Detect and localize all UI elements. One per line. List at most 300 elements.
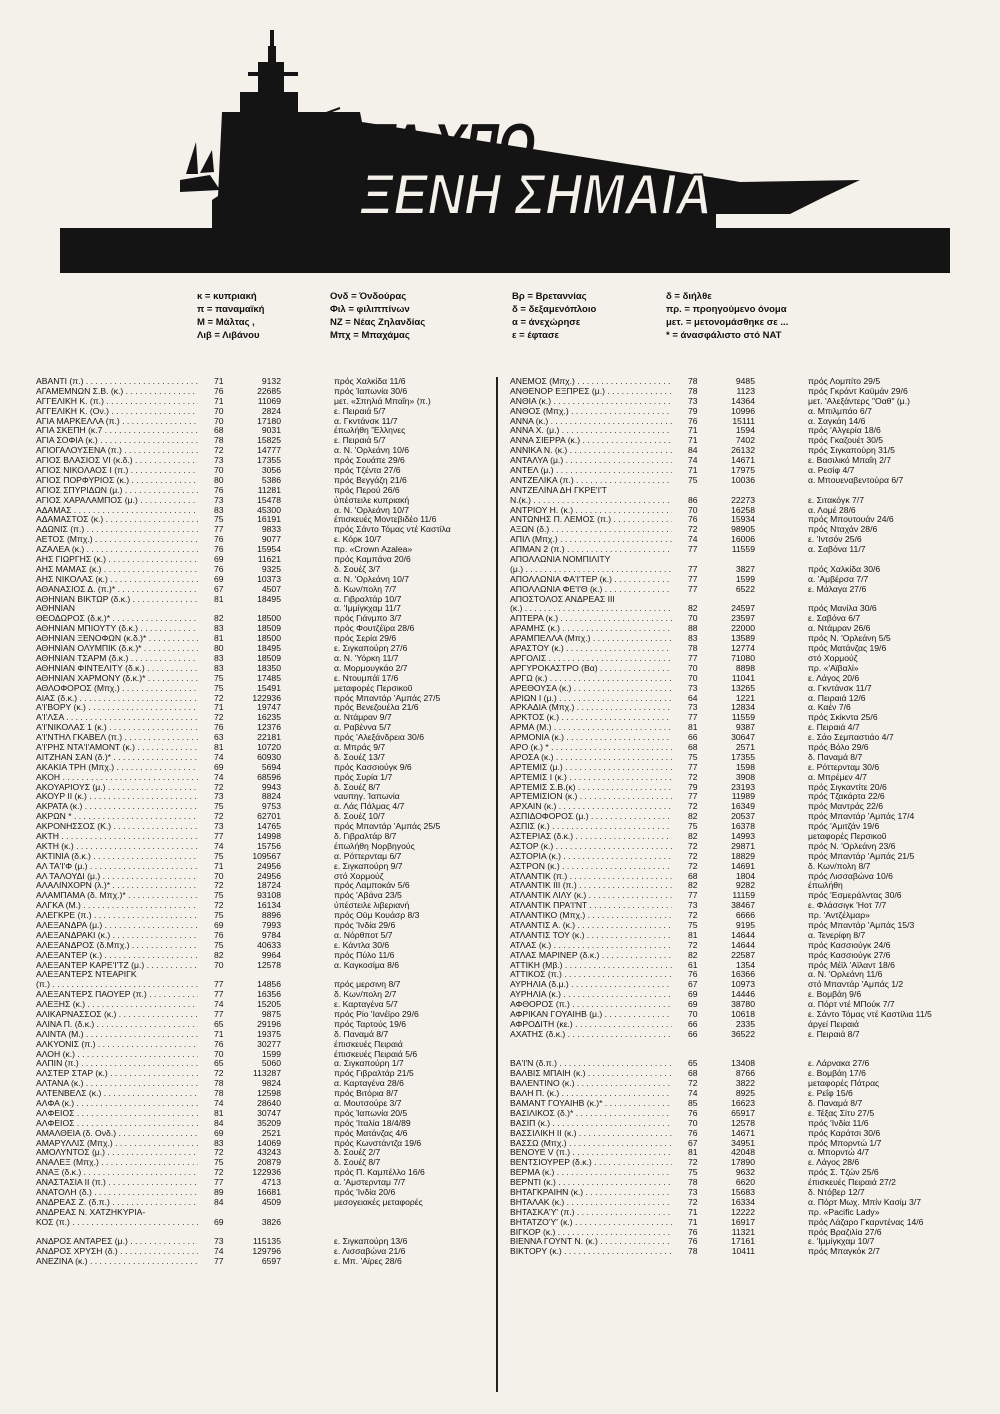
tonnage: 13265 <box>731 683 755 693</box>
legend-entry: π = παναμαϊκή <box>197 304 265 315</box>
build-year: 78 <box>688 377 698 386</box>
tonnage: 18724 <box>257 881 281 891</box>
ship-name: ΑΡΜΑ (Μ.) . . . <box>510 723 672 733</box>
build-year: 77 <box>688 564 698 574</box>
build-year: 82 <box>688 604 698 614</box>
legend-entry: ΝΖ = Νέας Ζηλανδίας <box>330 317 426 328</box>
ship-row <box>510 990 970 1000</box>
ship-status: δ. Παναμά 8/7 <box>808 1099 863 1109</box>
build-year: 70 <box>688 1010 698 1019</box>
build-year: 78 <box>688 644 698 654</box>
tonnage: 68596 <box>257 772 281 782</box>
tonnage: 40633 <box>257 940 281 950</box>
ship-row <box>510 555 970 565</box>
ship-row <box>510 1000 970 1010</box>
ship-status: πρός Λομπίτο 29/5 <box>808 377 881 386</box>
ship-row <box>36 1228 491 1238</box>
ship-row <box>510 921 970 931</box>
ship-name: ΑΦΡΟΔΙΤΗ (κε.) . . . <box>510 1020 672 1030</box>
build-year: 77 <box>688 584 698 594</box>
ship-status: ε. Λάρνακα 27/6 <box>808 1059 870 1069</box>
ship-name: ΒΑΛΒΙΣ ΜΠΑΙΗ (κ.) . . . <box>510 1069 672 1079</box>
tonnage: 10996 <box>731 406 755 416</box>
tonnage: 16917 <box>731 1217 755 1227</box>
ship-row <box>510 575 970 585</box>
build-year: 73 <box>688 683 698 693</box>
ship-status: πρός Γιβραλτάρ 21/5 <box>334 1069 414 1079</box>
build-year: 75 <box>214 802 224 812</box>
build-year: 63 <box>214 733 224 743</box>
ship-row <box>510 1148 970 1158</box>
ship-name: ΑΓΙΟΣ ΒΛΑΣΙΟΣ VI (κ.δ.) . . . <box>36 456 198 466</box>
ship-status: α. Μουτσούρε 3/7 <box>334 1099 402 1109</box>
tonnage: 14644 <box>731 930 755 940</box>
tonnage: 7993 <box>261 920 281 930</box>
title-line-2: ΞΕΝΗ ΣΗΜΑΙΑ <box>359 162 712 227</box>
ship-name: ΑΘΗΝΙΑΝ ΧΑΡΜΟΝΥ (δ.κ.)* . . . <box>36 674 198 684</box>
tonnage: 24597 <box>731 604 755 614</box>
ship-row <box>36 585 491 595</box>
ship-row <box>510 1228 970 1238</box>
build-year: 82 <box>688 950 698 960</box>
ship-name: ΒΕΡΜΑ (κ.) . . . <box>510 1168 672 1178</box>
tonnage: 13408 <box>731 1059 755 1069</box>
tonnage: 6620 <box>735 1178 755 1188</box>
ship-name: ΑΓΓΕΛΙΚΗ Κ. (π.) . . . <box>36 397 198 407</box>
ship-name: ΑΝΝΑ Χ. (μ.) . . . <box>510 426 672 436</box>
ship-status: πρός Χαλκίδα 30/6 <box>808 564 881 574</box>
build-year: 74 <box>214 841 224 851</box>
build-year: 70 <box>688 663 698 673</box>
ship-name: ΑΝΤΕΛ (μ.) . . . <box>510 466 672 476</box>
tonnage: 18350 <box>257 663 281 673</box>
build-year: 83 <box>214 1138 224 1148</box>
build-year: 72 <box>214 782 224 792</box>
tonnage: 2335 <box>735 1019 755 1029</box>
ship-status: α. Πόρτ ντέ ΜΠούκ 7/7 <box>808 1000 895 1010</box>
ship-name: ΑΛΤΑΝΑ (κ.) . . . <box>36 1079 198 1089</box>
ship-row <box>36 1188 491 1198</box>
ship-name: ΑΛΕΞΗΣ (κ.) . . . <box>36 1000 198 1010</box>
left-ship-list <box>36 377 491 1267</box>
build-year: 73 <box>688 901 698 911</box>
ship-status: α. Ρόττερνταμ 6/7 <box>334 851 402 861</box>
build-year: 80 <box>214 475 224 485</box>
build-year: 65 <box>688 1059 698 1069</box>
build-year: 72 <box>688 1079 698 1089</box>
ship-row <box>510 624 970 634</box>
ship-name: ΑΝΑΣΤΑΣΙΑ ΙΙ (π.) . . . <box>36 1178 198 1188</box>
build-year: 78 <box>214 436 224 446</box>
tonnage: 9132 <box>261 377 281 386</box>
ship-name: ΒΕΡΝΤΙ (κ.) . . . <box>510 1178 672 1188</box>
tonnage: 18500 <box>257 634 281 644</box>
ship-status: πρός Μπαντάρ 'Αμπάς 15/3 <box>808 920 915 930</box>
ship-name: Ν.(κ.) . . . <box>510 496 672 506</box>
ship-row <box>36 1050 491 1060</box>
ship-status: δ. Σουέζ 10/7 <box>334 812 386 822</box>
ship-name: ΑΡΑΣΤΟΥ (κ.) . . . <box>510 644 672 654</box>
ship-row <box>510 1129 970 1139</box>
ship-row <box>36 446 491 456</box>
build-year: 73 <box>214 456 224 466</box>
ship-name: ΑΡΚΑΔΙΑ (Μπχ.) . . . <box>510 703 672 713</box>
ship-status: δ. Σουέζ 8/7 <box>334 1158 381 1168</box>
build-year: 82 <box>688 812 698 822</box>
legend-entry: Λιβ = Λιβάνου <box>197 330 260 341</box>
build-year: 65 <box>214 1059 224 1069</box>
ship-status: πρός Μπαντάρ 'Αμπάς 25/5 <box>334 822 441 832</box>
ship-name: ΑΝΝΑ (κ.) . . . <box>510 417 672 427</box>
ship-row <box>510 614 970 624</box>
build-year: 82 <box>688 881 698 891</box>
banner-bar <box>60 228 950 273</box>
ship-row <box>36 555 491 565</box>
tonnage: 23597 <box>731 614 755 624</box>
ship-status: α. Ν. 'Ορλεάνη 11/6 <box>808 970 883 980</box>
ship-name: ΑΠΟΛΛΩΝΙΑ ΦΕ'Ι'Θ (κ.) . . . <box>510 585 672 595</box>
ship-row <box>36 990 491 1000</box>
ship-row <box>36 535 491 545</box>
column-divider <box>496 377 498 1392</box>
build-year: 77 <box>688 713 698 723</box>
ship-row <box>510 654 970 664</box>
ship-status: πρ. «'Αϊβαλί» <box>808 663 859 673</box>
build-year: 70 <box>214 466 224 476</box>
ship-row <box>510 1178 970 1188</box>
ship-status: δ. Σουέζ 3/7 <box>334 564 381 574</box>
ship-status: πρός Βιτόρια 8/7 <box>334 1089 399 1099</box>
build-year: 71 <box>214 377 224 386</box>
ship-name: ΑΛΕΞΑΝΔΡΑΚΙ (κ.) . . . <box>36 931 198 941</box>
ship-name: ΑΛΕΞΑΝΤΕΡΣ ΠΑΟΥΕΡ (π.) . . . <box>36 990 198 1000</box>
tonnage: 18509 <box>257 624 281 634</box>
ship-row <box>36 1079 491 1089</box>
tonnage: 122936 <box>252 1168 281 1178</box>
legend-entry: * = άνασφάλιστο στό ΝΑΤ <box>666 330 782 341</box>
ship-row <box>36 1178 491 1188</box>
build-year: 81 <box>214 634 224 644</box>
ship-status: έπισκευές Μοντεβιδέο 11/6 <box>334 515 437 525</box>
tonnage: 16623 <box>731 1099 755 1109</box>
ship-row <box>36 911 491 921</box>
build-year: 70 <box>688 1118 698 1128</box>
tonnage: 18509 <box>257 653 281 663</box>
tonnage: 11989 <box>731 792 755 802</box>
ship-row <box>36 1158 491 1168</box>
build-year: 85 <box>688 1099 698 1109</box>
ship-name: ΒΑΛΗ Π. (κ.) . . . <box>510 1089 672 1099</box>
build-year: 73 <box>214 792 224 802</box>
build-year: 78 <box>688 1247 698 1257</box>
ship-name: (κ.) . . . <box>510 604 672 614</box>
ship-status: πρ. «Crown Azalea» <box>334 545 413 555</box>
ship-row <box>36 951 491 961</box>
ship-status: δ. Παναμά 8/7 <box>808 752 863 762</box>
tonnage: 16258 <box>731 505 755 515</box>
build-year: 77 <box>214 1257 224 1267</box>
legend-column <box>197 290 264 342</box>
ship-name: ΒΗΤΑΓΚΡΑΙΗΝ (κ.) . . . <box>510 1188 672 1198</box>
ship-row <box>510 1040 970 1050</box>
ship-name: ΒΑΣΣΙΛΙΚΗ ΙΙ (κ.) . . . <box>510 1129 672 1139</box>
build-year: 72 <box>688 772 698 782</box>
tonnage: 9824 <box>261 1079 281 1089</box>
legend-entry: Βρ = Βρεταννίας <box>512 291 587 302</box>
tonnage: 9943 <box>261 782 281 792</box>
ship-name: ΑΡΓΟΛΙΣ . . . <box>510 654 672 664</box>
ship-row <box>510 941 970 951</box>
build-year: 74 <box>214 1247 224 1257</box>
tonnage: 10720 <box>257 742 281 752</box>
ship-row <box>36 407 491 417</box>
ship-status: πρός Μπαγκόκ 2/7 <box>808 1247 880 1257</box>
ship-status: α. Σαγκάη 14/6 <box>808 416 866 426</box>
tonnage: 15954 <box>257 545 281 555</box>
ship-status: πρός Περού 26/6 <box>334 485 400 495</box>
ship-name: ΑΤΛΑΝΤΙΚΟ (Μπχ.) . . . <box>510 911 672 921</box>
ship-name: ΑΓΙΟΓΑΛΟΥΣΕΝΑ (π.) . . . <box>36 446 198 456</box>
ship-name: ΑΚΟΥΡ ΙΙ (κ.) . . . <box>36 792 198 802</box>
build-year: 75 <box>688 822 698 832</box>
ship-name: ΑΝΝΙΚΑ Ν. (κ.) . . . <box>510 446 672 456</box>
ship-status: πρός Ν. 'Ορλεάνη 5/5 <box>808 634 891 644</box>
tonnage: 16191 <box>257 515 281 525</box>
tonnage: 1598 <box>735 762 755 772</box>
legend-entry: α = άνεχώρησε <box>512 317 581 328</box>
ship-row <box>510 1208 970 1218</box>
tonnage: 122936 <box>252 693 281 703</box>
build-year: 75 <box>214 891 224 901</box>
ship-row <box>510 595 970 605</box>
build-year: 69 <box>214 574 224 584</box>
tonnage: 15491 <box>257 683 281 693</box>
ship-name: ΑΜΑΡΥΛΛΙΣ (Μπχ.) . . . <box>36 1139 198 1149</box>
build-year: 73 <box>688 703 698 713</box>
tonnage: 2571 <box>735 742 755 752</box>
ship-row <box>510 496 970 506</box>
ship-status: πρός 'Αμιτζάν 19/6 <box>808 822 880 832</box>
tonnage: 13589 <box>731 634 755 644</box>
ship-row <box>36 891 491 901</box>
tonnage: 15205 <box>257 1000 281 1010</box>
tonnage: 5694 <box>261 762 281 772</box>
ship-status: ε. Κάντλα 30/6 <box>334 940 390 950</box>
tonnage: 11321 <box>731 1227 755 1237</box>
ship-status: α. Μπρέμεν 4/7 <box>808 772 867 782</box>
ship-status: στό Χορμούζ <box>808 653 858 663</box>
ship-row <box>510 1020 970 1030</box>
tonnage: 8824 <box>261 792 281 802</box>
tonnage: 14671 <box>731 1128 755 1138</box>
ship-name: ΑΝΑΛΕΞ (Μπχ.) . . . <box>36 1158 198 1168</box>
ship-status: μεταφορές Πάτρας <box>808 1079 880 1089</box>
ship-row <box>36 644 491 654</box>
tonnage: 9282 <box>735 881 755 891</box>
tonnage: 22587 <box>731 950 755 960</box>
tonnage: 26132 <box>731 446 755 456</box>
build-year: 76 <box>688 970 698 980</box>
build-year: 75 <box>688 1168 698 1178</box>
build-year: 83 <box>214 663 224 673</box>
ship-name: ΑΠΟΛΛΩΝΙΑ ΝΟΜΠΙΛΙΤΥ <box>510 555 611 565</box>
ship-name: ΒΕΝΟΥΕ V (π.) . . . <box>510 1148 672 1158</box>
ship-status: α. Νόρθποτ 5/7 <box>334 930 393 940</box>
tonnage: 14993 <box>731 831 755 841</box>
ship-row <box>36 426 491 436</box>
build-year: 84 <box>688 446 698 456</box>
ship-row <box>510 426 970 436</box>
ship-row <box>36 397 491 407</box>
ship-name: (π.) . . . <box>36 980 198 990</box>
ship-status: πρός Μπουτουάν 24/6 <box>808 515 894 525</box>
ship-row <box>510 792 970 802</box>
ship-row <box>36 822 491 832</box>
ship-name: ΑΜΟΛΥΝΤΟΣ (μ.) . . . <box>36 1148 198 1158</box>
tonnage: 43243 <box>257 1148 281 1158</box>
tonnage: 23193 <box>731 782 755 792</box>
ship-status: πρός Μπορντώ 1/7 <box>808 1138 882 1148</box>
ship-row <box>36 1000 491 1010</box>
ship-status: δ. Σουέζ 2/7 <box>334 1148 381 1158</box>
build-year: 66 <box>688 1029 698 1039</box>
ship-status: μετ. 'Αλεξάντερς "Οαθ" (μ.) <box>808 396 910 406</box>
ship-status: ε. Σιγκαπούρη 27/6 <box>334 644 408 654</box>
build-year: 72 <box>688 911 698 921</box>
ship-row <box>36 1168 491 1178</box>
build-year: 75 <box>688 475 698 485</box>
ship-status: α. Μπορντώ 4/7 <box>808 1148 869 1158</box>
ship-row <box>510 842 970 852</box>
ship-name: ΑΛΕΞΑΝΤΕΡ (κ.) . . . <box>36 951 198 961</box>
ship-name: ΑΛΙΝΤΑ (Μ.) . . . <box>36 1030 198 1040</box>
ship-status: ε. Ρόττερνταμ 30/6 <box>808 762 880 772</box>
build-year: 71 <box>214 396 224 406</box>
tonnage: 20537 <box>731 812 755 822</box>
ship-name: ΑΛΙΝΑ Π. (δ.κ.) . . . <box>36 1020 198 1030</box>
ship-row <box>510 1050 970 1060</box>
ship-row <box>36 565 491 575</box>
ship-status: πρός Ίαπωνία 20/5 <box>334 1108 408 1118</box>
ship-name: ΑΝΔΡΕΑΣ Ν. ΧΑΤΖΗΚΥΡΙΑ- <box>36 1207 146 1217</box>
build-year: 72 <box>688 851 698 861</box>
ship-status: ε. Βομβάη 17/6 <box>808 1069 866 1079</box>
ship-name: ΑΞΩΝ (δ.) . . . <box>510 525 672 535</box>
ship-name: ΑΛΕΓΚΡΕ (π.) . . . <box>36 911 198 921</box>
ship-row <box>510 980 970 990</box>
ship-status: ε. Σιγκαπούρη 9/7 <box>334 861 403 871</box>
ship-name: ΑΝΔΡΟΣ ΧΡΥΣΗ (δ.) . . . <box>36 1247 198 1257</box>
tonnage: 15683 <box>731 1188 755 1198</box>
build-year: 74 <box>688 1089 698 1099</box>
build-year: 72 <box>688 940 698 950</box>
ship-status: μεσογειακές μεταφορές <box>334 1197 423 1207</box>
tonnage: 16334 <box>731 1197 755 1207</box>
build-year: 71 <box>214 703 224 713</box>
ship-row <box>36 1208 491 1218</box>
ship-name: ΒΑΣΙΛΙΚΟΣ (δ.)* . . . <box>510 1109 672 1119</box>
ship-name: ΑΚΡΟΝΗΣΣΟΣ (Κ.) . . . <box>36 822 198 832</box>
ship-name: ΑΛΚΥΟΝΙΣ (π.) . . . <box>36 1040 198 1050</box>
ship-row <box>510 506 970 516</box>
tonnage: 15825 <box>257 436 281 446</box>
ship-status: πρός Μανίλα 30/6 <box>808 604 877 614</box>
ship-name: ΑΤΛΑΣ (κ.) . . . <box>510 941 672 951</box>
tonnage: 9833 <box>261 525 281 535</box>
ship-status: πρός Βεγγάζη 21/6 <box>334 475 407 485</box>
title-banner <box>0 0 1000 290</box>
ship-status: πρός Γιάνμπο 3/7 <box>334 614 402 624</box>
ship-status: α. 'Αμστερνταμ 7/7 <box>334 1178 406 1188</box>
ship-status: ε. Ντουμπάϊ 17/6 <box>334 673 399 683</box>
ship-name: ΑΤΛΑΝΤΙΚ ΛΙΛΥ (κ.) . . . <box>510 891 672 901</box>
ship-row <box>36 1218 491 1228</box>
ship-row <box>510 743 970 753</box>
ship-status: πρός Ταρτούς 19/6 <box>334 1019 407 1029</box>
ship-row <box>510 1010 970 1020</box>
legend-entry: ε = έφτασε <box>512 330 559 341</box>
ship-status: ναυπηγ. Ίαπωνία <box>334 792 400 802</box>
build-year: 77 <box>214 525 224 535</box>
ship-row <box>510 901 970 911</box>
tonnage: 22000 <box>731 624 755 634</box>
ship-name: ΑΒΑΝΤΙ (π.) . . . <box>36 377 198 387</box>
ship-row <box>510 1079 970 1089</box>
ship-row <box>36 901 491 911</box>
ship-row <box>36 684 491 694</box>
ship-name: ΑΗΣ ΜΑΜΑΣ (κ.) . . . <box>36 565 198 575</box>
ship-row <box>36 832 491 842</box>
build-year: 69 <box>214 762 224 772</box>
ship-status: α. Ντάμραν 26/6 <box>808 624 871 634</box>
build-year: 70 <box>214 960 224 970</box>
build-year: 73 <box>688 396 698 406</box>
ship-row <box>36 1119 491 1129</box>
tonnage: 8896 <box>261 911 281 921</box>
ship-status: ε. Λάγος 28/6 <box>808 1158 860 1168</box>
tonnage: 15111 <box>732 416 755 426</box>
ship-name: ΑΓΙΑ ΜΑΡΚΕΛΛΑ (π.) . . . <box>36 417 198 427</box>
ship-row <box>510 862 970 872</box>
ship-name: ΑΠΙΛ (Μπχ.) . . . <box>510 535 672 545</box>
ship-row <box>510 1168 970 1178</box>
ship-row <box>36 1099 491 1109</box>
ship-status: δ. Παναμά 8/7 <box>334 1029 389 1039</box>
build-year: 74 <box>688 456 698 466</box>
build-year: 73 <box>214 822 224 832</box>
build-year: 77 <box>214 990 224 1000</box>
ship-row <box>510 407 970 417</box>
ship-status: πρός Βόλο 29/6 <box>808 742 869 752</box>
tonnage: 9077 <box>261 535 281 545</box>
ship-row <box>36 515 491 525</box>
ship-status: πρός Κασσιούγκ 27/6 <box>808 950 891 960</box>
legend-column <box>666 290 788 342</box>
ship-status: έπωλήθη <box>808 881 843 891</box>
build-year: 77 <box>214 980 224 990</box>
ship-status: πρός Βενεζουέλα 21/6 <box>334 703 419 713</box>
ship-status: πρός Οϋμ Κουάσρ 8/3 <box>334 911 420 921</box>
ship-row <box>36 506 491 516</box>
build-year: 72 <box>214 693 224 703</box>
ship-name: ΑΔΩΝΙΣ (π.) . . . <box>36 525 198 535</box>
build-year: 77 <box>214 1178 224 1188</box>
ship-row <box>510 664 970 674</box>
ship-row <box>510 832 970 842</box>
build-year: 71 <box>214 1029 224 1039</box>
ship-name: ΑΡΟΣΑ (κ.) . . . <box>510 753 672 763</box>
ship-name: ΑΝΘΙΑ (κ.) . . . <box>510 397 672 407</box>
